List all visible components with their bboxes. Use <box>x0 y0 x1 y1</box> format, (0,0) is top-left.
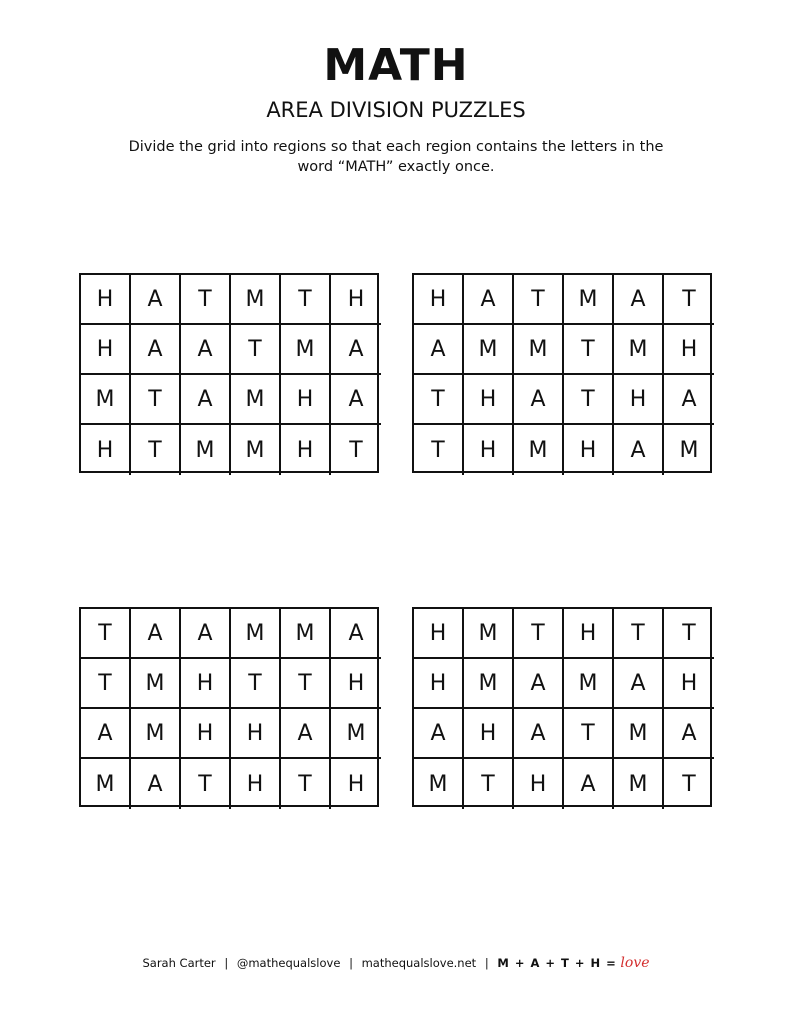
puzzle-grid-1 <box>79 273 379 473</box>
grid-cell: T <box>682 771 696 797</box>
puzzle-grid-4 <box>412 607 712 807</box>
grid-cell: H <box>614 375 664 425</box>
grid-cell: H <box>81 275 131 325</box>
grid-cell: M <box>331 709 381 759</box>
grid-cell: M <box>131 659 181 709</box>
grid-cell: A <box>614 659 664 709</box>
grid-cell: M <box>464 325 514 375</box>
grid-cell: T <box>464 759 514 809</box>
grid-cell: A <box>614 425 664 475</box>
page-title: MATH <box>323 40 469 91</box>
grid-cell: H <box>331 275 381 325</box>
grid-cell: A <box>614 275 664 325</box>
grid-cell: A <box>331 609 381 659</box>
grid-cell: M <box>231 425 281 475</box>
grid-cell: H <box>331 659 381 709</box>
grid-cell: M <box>281 609 331 659</box>
grid-cell: T <box>231 325 281 375</box>
grid-cell: M <box>464 659 514 709</box>
grid-cell: A <box>131 609 181 659</box>
grid-cell: T <box>514 609 564 659</box>
grid-cell: A <box>181 609 231 659</box>
footer-author: Sarah Carter <box>142 956 216 970</box>
grid-cell: M <box>131 709 181 759</box>
grid-cell: H <box>464 375 514 425</box>
grid-cell: A <box>414 709 464 759</box>
instructions: Divide the grid into regions so that each region contains the letters in the word “MATH” exactly once. <box>128 139 664 175</box>
grid-cell: H <box>231 709 281 759</box>
footer-website: mathequalslove.net <box>361 956 477 970</box>
grid-cell: T <box>514 275 564 325</box>
grid-cell: M <box>231 375 281 425</box>
grid-cell: A <box>514 659 564 709</box>
grid-cell: H <box>81 425 131 475</box>
grid-cell: M <box>81 375 131 425</box>
grid-cell: T <box>564 709 614 759</box>
grid-cell: A <box>664 709 714 759</box>
grid-cell: H <box>664 659 714 709</box>
grid-cell: T <box>181 759 231 809</box>
grid-cell: H <box>181 709 231 759</box>
grid-cell: T <box>281 759 331 809</box>
grid-cell: H <box>564 609 614 659</box>
grid-cell: M <box>181 425 231 475</box>
grid-cell: T <box>349 437 363 463</box>
grid-cell: M <box>614 759 664 809</box>
grid-cell: T <box>414 425 464 475</box>
puzzle-grid-2 <box>412 273 712 473</box>
grid-cell: M <box>614 709 664 759</box>
grid-cell: A <box>131 275 181 325</box>
grid-cell: T <box>81 659 131 709</box>
grid-cell: T <box>281 275 331 325</box>
grid-cell: T <box>414 375 464 425</box>
grid-cell: T <box>181 275 231 325</box>
grid-cell: A <box>81 709 131 759</box>
grid-cell: M <box>464 609 514 659</box>
grid-cell: H <box>281 425 331 475</box>
puzzle-grid-3 <box>79 607 379 807</box>
grid-cell: A <box>131 325 181 375</box>
grid-cell: T <box>131 375 181 425</box>
grid-cell: T <box>281 659 331 709</box>
grid-cell: A <box>331 325 381 375</box>
grid-cell: T <box>664 275 714 325</box>
page-subtitle: AREA DIVISION PUZZLES <box>266 98 526 122</box>
grid-cell: M <box>231 275 281 325</box>
grid-cell: H <box>181 659 231 709</box>
grid-cell: T <box>664 609 714 659</box>
grid-cell: A <box>281 709 331 759</box>
grid-cell: H <box>231 759 281 809</box>
footer-separator: | <box>224 956 229 970</box>
grid-cell: M <box>231 609 281 659</box>
grid-cell: A <box>414 325 464 375</box>
grid-cell: T <box>564 375 614 425</box>
footer-brand-love: love <box>620 955 650 971</box>
grid-cell: H <box>664 325 714 375</box>
grid-cell: H <box>414 275 464 325</box>
grid-cell: T <box>614 609 664 659</box>
footer <box>0 955 792 971</box>
grid-cell: H <box>564 425 614 475</box>
grid-cell: H <box>347 771 365 797</box>
grid-cell: H <box>464 425 514 475</box>
grid-cell: A <box>464 275 514 325</box>
footer-separator: | <box>349 956 353 970</box>
grid-cell: H <box>514 759 564 809</box>
grid-cell: A <box>331 375 381 425</box>
grid-cell: A <box>181 375 231 425</box>
grid-cell: M <box>81 759 131 809</box>
grid-cell: A <box>564 759 614 809</box>
grid-cell: M <box>564 275 614 325</box>
footer-separator: | <box>484 956 489 970</box>
grid-cell: T <box>564 325 614 375</box>
grid-cell: A <box>514 709 564 759</box>
grid-cell: H <box>281 375 331 425</box>
grid-cell: T <box>81 609 131 659</box>
grid-cell: A <box>664 375 714 425</box>
grid-cell: M <box>514 325 564 375</box>
footer-brand: M + A + T + H = <box>497 956 617 970</box>
grid-cell: A <box>514 375 564 425</box>
grid-cell: H <box>414 609 464 659</box>
footer-handle: @mathequalslove <box>236 956 341 970</box>
grid-cell: A <box>131 759 181 809</box>
grid-cell: H <box>81 325 131 375</box>
grid-cell: M <box>614 325 664 375</box>
grid-cell: M <box>281 325 331 375</box>
grid-cell: T <box>131 425 181 475</box>
grid-cell: H <box>464 709 514 759</box>
grid-cell: M <box>414 759 464 809</box>
grid-cell: T <box>231 659 281 709</box>
grid-cell: M <box>564 659 614 709</box>
grid-cell: M <box>679 437 699 463</box>
grid-cell: H <box>414 659 464 709</box>
grid-cell: M <box>514 425 564 475</box>
grid-cell: A <box>181 325 231 375</box>
